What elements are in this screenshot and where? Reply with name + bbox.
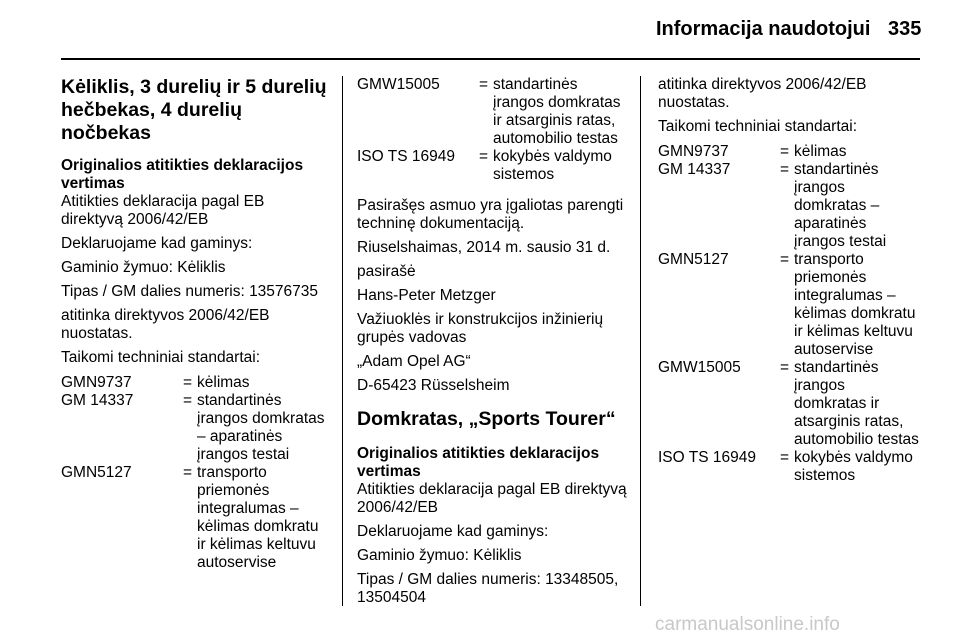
company-name: „Adam Opel AG“ [357,353,471,370]
column-1 [61,76,329,585]
paragraph: Tipas / GM dalies numeris: 13576735 [61,283,319,300]
standard-description: kokybės valdymo sistemos [794,449,913,484]
standard-code: GMN5127 [61,464,132,481]
standard-equals: = [780,143,790,160]
paragraph: atitinka direktyvos 2006/42/EB nuostatas. [61,307,270,342]
standard-code: ISO TS 16949 [658,449,756,466]
page-number: 335 [888,18,922,40]
paragraph: Gaminio žymuo: Kėliklis [61,259,226,276]
paragraph: atitinka direktyvos 2006/42/EB nuostatas. [658,76,867,111]
standard-equals: = [183,374,193,391]
standard-code: GM 14337 [658,161,731,178]
paragraph: pasirašė [357,263,416,280]
standard-equals: = [780,161,790,178]
column-3 [658,76,923,498]
column-divider [342,76,343,606]
standard-code: GMN5127 [658,251,729,268]
standard-code: GMW15005 [357,76,440,93]
standard-code: ISO TS 16949 [357,148,455,165]
paragraph: Gaminio žymuo: Kėliklis [357,547,522,564]
paragraph: Deklaruojame kad gaminys: [357,523,549,540]
paragraph: Atitikties deklaracija pagal EB direktyvą 2006/42/EB [357,481,627,516]
column-divider [640,76,641,606]
signatory-name: Hans-Peter Metzger [357,287,496,304]
section-heading-hatchback-jack: Kėliklis, 3 durelių ir 5 durelių hečbekas, 4 durelių nočbekas [61,76,327,144]
translation-subheading: Originalios atitikties deklaracijos vertimas [357,445,600,480]
standard-code: GMN9737 [61,374,132,391]
standard-description: kokybės valdymo sistemos [493,148,612,183]
standard-equals: = [780,449,790,466]
standard-equals: = [479,148,489,165]
translation-subheading: Originalios atitikties deklaracijos vertimas [61,157,304,192]
standard-description: transporto priemonės integralumas – kėlimas domkratu ir kėlimas keltuvu autoservise [197,464,319,571]
standard-description: standartinės įrangos domkratas – aparatinės įrangos testai [794,161,887,250]
standard-code: GM 14337 [61,392,134,409]
standard-description: kėlimas [197,374,250,391]
paragraph: Atitikties deklaracija pagal EB direktyvą 2006/42/EB [61,193,265,228]
section-heading-sports-tourer-jack: Domkratas, „Sports Tourer“ [357,408,616,430]
paragraph: Taikomi techniniai standartai: [61,349,261,366]
paragraph: Pasirašęs asmuo yra įgaliotas parengti techninę dokumentaciją. [357,197,624,232]
standard-equals: = [780,251,790,268]
page-title: Informacija naudotojui [656,18,871,40]
standard-equals: = [183,464,193,481]
standards-table [357,76,632,184]
standard-description: standartinės įrangos domkratas ir atsarginis ratas, automobilio testas [493,76,621,147]
standard-equals: = [479,76,489,93]
page-header [0,0,960,60]
signatory-title: Važiuoklės ir konstrukcijos inžinierių grupės vadovas [357,311,604,346]
standards-table [658,143,923,485]
paragraph: Tipas / GM dalies numeris: 13348505, 13504504 [357,571,619,606]
header-divider [61,58,920,60]
standards-table [61,374,329,572]
standard-code: GMN9737 [658,143,729,160]
company-address: D-65423 Rüsselsheim [357,377,510,394]
paragraph: Deklaruojame kad gaminys: [61,235,253,252]
standard-equals: = [780,359,790,376]
paragraph: Riuselshaimas, 2014 m. sausio 31 d. [357,239,611,256]
standard-description: kėlimas [794,143,847,160]
standard-code: GMW15005 [658,359,741,376]
standard-description: transporto priemonės integralumas – kėlimas domkratu ir kėlimas keltuvu autoservise [794,251,916,358]
column-2 [357,76,632,613]
standard-description: standartinės įrangos domkratas – aparatinės įrangos testai [197,392,325,463]
standard-equals: = [183,392,193,409]
standard-description: standartinės įrangos domkratas ir atsarginis ratas, automobilio testas [794,359,919,448]
paragraph: Taikomi techniniai standartai: [658,118,858,135]
watermark: carmanualsonline.info [655,614,840,635]
